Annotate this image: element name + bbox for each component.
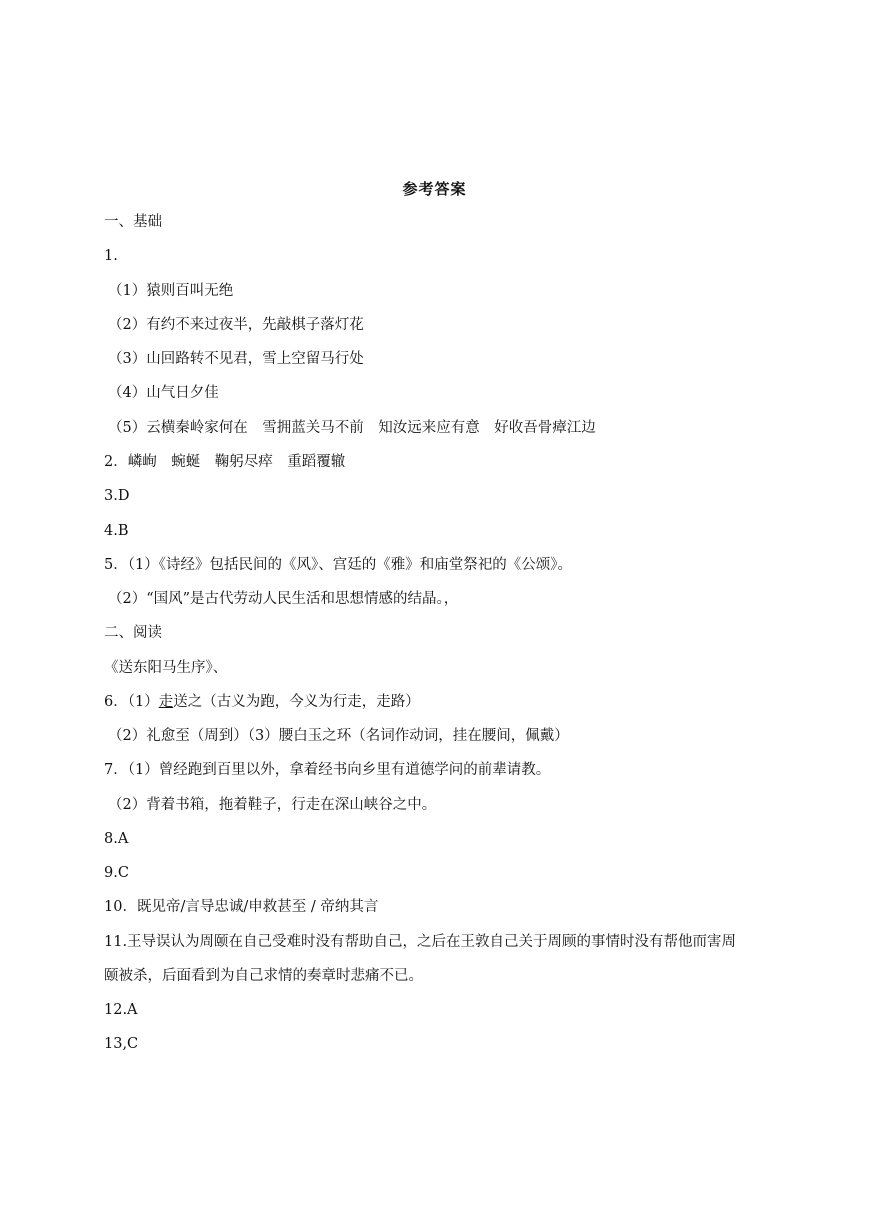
answer-5-1: 5．（1）《诗经》包括民间的《风》、宫廷的《雅》和庙堂祭祀的《公颂》。 [104,557,572,573]
answer-6-1 [104,692,420,712]
answer-7-2: （2）背着书箱，拖着鞋子，行走在深山峡谷之中。 [108,797,437,813]
page-title: 参考答案 [402,180,467,198]
answer-11-line-1: 11.王导误认为周颐在自己受难时没有帮助自己，之后在王敦自己关于周顾的事情时没有帮他而害周 [104,934,737,950]
section-reading-heading: 二、阅读 [104,625,162,641]
question-1-number: 1. [104,248,118,264]
answer-12: 12.A [104,1002,138,1018]
answer-11-line-2: 颐被杀，后面看到为自己求情的奏章时悲痛不已。 [104,968,423,984]
answer-6-1-prefix: 6．（1） [104,694,159,710]
answer-6-2: （2）礼愈至（周到）（3）腰白玉之环（名词作动词，挂在腰间，佩戴） [108,728,569,744]
answer-4: 4.B [104,523,129,539]
answer-10: 10．既见帝/言导忠诚/申救甚至 / 帝纳其言 [104,899,379,915]
answer-5-2: （2）“国风”是古代劳动人民生活和思想情感的结晶。， [108,591,459,607]
answer-8: 8.A [104,831,129,847]
answer-1-1: （1）猿则百叫无绝 [108,283,234,299]
answer-1-5: （5）云横秦岭家何在 雪拥蓝关马不前 知汝远来应有意 好收吾骨瘴江边 [108,420,596,436]
reading-passage-title: 《送东阳马生序》、 [104,660,228,676]
answer-6-1-underlined-word: 走 [158,694,174,710]
answer-13: 13,C [104,1036,139,1052]
answer-1-4: （4）山气日夕佳 [108,385,219,401]
answer-2: 2．嶙峋 蜿蜒 鞠躬尽瘁 重蹈覆辙 [104,454,346,470]
answer-6-1-rest: 送之（古义为跑，今义为行走，走路） [173,694,420,710]
section-basic-heading: 一、基础 [104,214,162,230]
answer-7-1: 7．（1）曾经跑到百里以外，拿着经书向乡里有道德学问的前辈请教。 [104,762,551,778]
answer-1-2: （2）有约不来过夜半，先敲棋子落灯花 [108,317,364,333]
answer-9: 9.C [104,865,129,881]
answer-1-3: （3）山回路转不见君，雪上空留马行处 [108,351,364,367]
answer-3: 3.D [104,488,130,504]
